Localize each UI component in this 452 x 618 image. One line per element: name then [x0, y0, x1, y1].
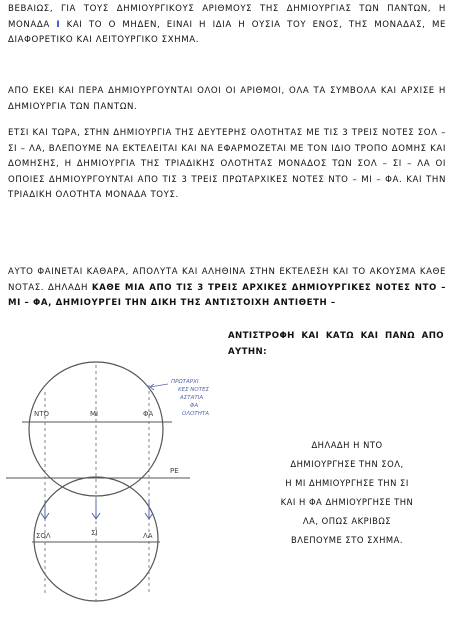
annotation-line-5: ΟΛΟΤΗΤΑ — [182, 411, 210, 417]
paragraph-4-text: ΑΥΤΟ ΦΑΙΝΕΤΑΙ ΚΑΘΑΡΑ, ΑΠΟΛΥΤΑ ΚΑΙ ΑΛΗΘΙΝΑ ΣΤΗΝ ΕΚΤΕΛΕΣΗ ΚΑΙ ΤΟ ΑΚΟΥΣΜΑ ΚΑΘΕ ΝΟΤΑΣ. ΔΗΛΑΔΗ — [8, 267, 446, 293]
side-note-line-1: ΔΗΛΑΔΗ Η ΝΤΟ — [311, 440, 383, 450]
label-do: ΝΤΟ — [34, 410, 50, 418]
annotation-line-1: ΠΡΩΤΑΡΧΙ — [171, 379, 199, 385]
side-note-line-4: ΚΑΙ Η ΦΑ ΔΗΜΙΟΥΡΓΗΣΕ ΤΗΝ — [280, 497, 414, 507]
paragraph-4-bold-text: ΚΑΘΕ ΜΙΑ ΑΠΟ ΤΙΣ 3 ΤΡΕΙΣ ΑΡΧΙΚΕΣ ΔΗΜΙΟΥΡΓΙΚΕΣ ΝΟΤΕΣ ΝΤΟ – ΜΙ – ΦΑ, ΔΗΜΙΟΥΡΓΕΙ ΤΗΝ ΔΙΚΗ ΤΗΣ ΑΝΤΙΣΤΟΙΧΗ ΑΝΤΙΘΕΤΗ – — [8, 282, 446, 308]
label-fa: ΦΑ — [143, 410, 154, 418]
annotation-line-3: ΑΣΤΑΤΙΑ — [180, 395, 204, 401]
arrows-group — [41, 500, 153, 519]
paragraph-4 — [8, 265, 446, 312]
label-si: ΣΙ — [91, 529, 98, 537]
side-note — [250, 436, 444, 550]
paragraph-1-text-b: ΚΑΙ ΤΟ Ο ΜΗΔΕΝ, ΕΙΝΑΙ Η ΙΔΙΑ Η ΟΥΣΙΑ ΤΟΥ ΕΝΟΣ, ΤΗΣ ΜΟΝΑΔΑΣ, ΜΕ ΔΙΑΦΟΡΕΤΙΚΟ ΚΑΙ ΛΕΙΤΟΥΡΓΙΚΟ ΣΧΗΜΑ. — [8, 19, 446, 45]
paragraph-2: ΑΠΟ ΕΚΕΙ ΚΑΙ ΠΕΡΑ ΔΗΜΙΟΥΡΓΟΥΝΤΑΙ ΟΛΟΙ ΟΙ ΑΡΙΘΜΟΙ, ΟΛΑ ΤΑ ΣΥΜΒΟΛΑ ΚΑΙ ΑΡΧΙΣΕ Η ΔΗΜΙΟΥΡΓΙΑ ΤΩΝ ΠΑΝΤΩΝ. — [8, 86, 446, 112]
annotation-line-2: ΚΕΣ ΝΟΤΕΣ — [178, 387, 210, 393]
side-note-line-6: ΒΛΕΠΟΥΜΕ ΣΤΟ ΣΧΗΜΑ. — [290, 535, 404, 545]
label-mi: ΜΙ — [90, 410, 99, 418]
paragraph-1-text-a: ΒΕΒΑΙΩΣ, ΓΙΑ ΤΟΥΣ ΔΗΜΙΟΥΡΓΙΚΟΥΣ ΑΡΙΘΜΟΥΣ ΤΗΣ ΔΗΜΙΟΥΡΓΙΑΣ ΤΩΝ ΠΑΝΤΩΝ, Η ΜΟΝΑΔΑ — [8, 4, 446, 30]
label-sol: ΣΟΛ — [36, 532, 51, 540]
paragraph-4-bold-continuation: ΑΝΤΙΣΤΡΟΦΗ ΚΑΙ ΚΑΤΩ ΚΑΙ ΠΑΝΩ ΑΠΟ ΑΥΤΗΝ: — [228, 331, 444, 357]
label-la: ΛΑ — [143, 532, 153, 540]
paragraph-3: ΕΤΣΙ ΚΑΙ ΤΩΡΑ, ΣΤΗΝ ΔΗΜΙΟΥΡΓΙΑ ΤΗΣ ΔΕΥΤΕΡΗΣ ΟΛΟΤΗΤΑΣ ΜΕ ΤΙΣ 3 ΤΡΕΙΣ ΝΟΤΕΣ ΣΟΛ – ΣΙ – ΛΑ, ΒΛΕΠΟΥΜΕ ΝΑ ΕΚΤΕΛΕΙΤΑΙ ΚΑΙ ΝΑ ΕΦΑΡΜΟΖΕΤΑΙ ΜΕ ΤΟΝ ΙΔΙΟ ΤΡΟΠΟ ΔΟΜΗΣ ΚΑΙ ΔΟΜΗΣΗΣ, Η ΔΗΜΙΟΥΡΓΙΑ ΤΗΣ ΤΡΙΑΔΙΚΗΣ ΟΛΟΤΗΤΑΣ ΜΟΝΑΔΟΣ ΤΩΝ ΣΟΛ – ΣΙ – ΛΑ ΟΙ ΟΠΟΙΕΣ ΔΗΜΙΟΥΡΓΟΥΝΤΑΙ ΑΠΟ ΤΙΣ 3 ΤΡΕΙΣ ΠΡΩΤΑΡΧΙΚΕΣ ΝΟΤΕΣ ΝΤΟ – ΜΙ – ΦΑ. ΚΑΙ ΤΗΝ ΤΡΙΑΔΙΚΗ ΟΛΟΤΗΤΑ ΜΟΝΑΔΑ ΤΟΥΣ. — [8, 128, 446, 200]
monad-one-highlight: Ι — [56, 19, 61, 30]
annotation-arrow — [150, 384, 168, 387]
label-re: ΡΕ — [170, 467, 179, 475]
side-note-line-5: ΛΑ, ΟΠΩΣ ΑΚΡΙΒΩΣ — [302, 516, 392, 526]
paragraph-1 — [8, 2, 446, 49]
side-note-line-2: ΔΗΜΙΟΥΡΓΗΣΕ ΤΗΝ ΣΟΛ, — [290, 459, 404, 469]
side-note-line-3: Η ΜΙ ΔΗΜΙΟΥΡΓΗΣΕ ΤΗΝ ΣΙ — [285, 478, 409, 488]
circles-diagram — [0, 355, 250, 618]
annotation-line-4: ΦΑ — [190, 403, 199, 409]
